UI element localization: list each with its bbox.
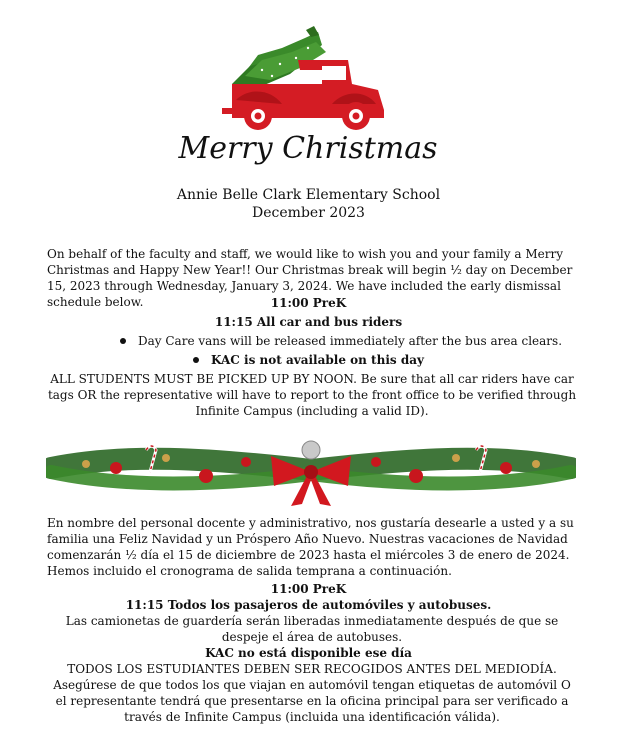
english-prek-time: 11:00 PreK (270, 296, 347, 310)
school-name: Annie Belle Clark Elementary School (176, 187, 441, 203)
spanish-kac: KAC no está disponible ese día (205, 646, 412, 660)
spanish-prek-time: 11:00 PreK (270, 582, 347, 596)
daycare-bullet-text: Day Care vans will be released immediately after the bus area clears. (138, 334, 563, 348)
english-car-bus-time: 11:15 All car and bus riders (214, 315, 403, 329)
daycare-bullet (120, 333, 580, 349)
bullet-icon (193, 357, 199, 363)
english-intro: On behalf of the faculty and staff, we would like to wish you and your family a Merry Christmas and Happy New Year!! Our Christmas break will begin ½ day on December 15, 2023 through Wednesday, January 3, 2024. We have included the early dismissal schedule below. (47, 247, 573, 309)
kac-bullet (0, 352, 617, 368)
page-header (0, 186, 617, 222)
kac-bullet-text: KAC is not available on this day (211, 353, 424, 367)
merry-christmas-truck-logo (0, 0, 617, 175)
spanish-intro: En nombre del personal docente y administrativo, nos gustaría desearle a usted y a su familia una Feliz Navidad y un Próspero Año Nuevo. Nuestras vacaciones de Navidad comenzarán ½ día el 15 de diciembre de 2023 hasta el miércoles 3 de enero de 2024. Hemos incluido el cronograma de salida temprana a continuación. (47, 516, 574, 578)
christmas-garland-icon (46, 428, 576, 510)
english-all-students: ALL STUDENTS MUST BE PICKED UP BY NOON. Be sure that all car riders have car tags OR the representative will have to report to the front office to be verified through Infinite Campus (including a valid ID). (47, 372, 577, 418)
bullet-icon (120, 338, 126, 344)
spanish-vans: Las camionetas de guardería serán liberadas inmediatamente después de que se despeje el área de autobuses. (65, 614, 559, 644)
spanish-all-students: TODOS LOS ESTUDIANTES DEBEN SER RECOGIDOS ANTES DEL MEDIODÍA. Asegúrese de que todos los que viajan en automóvil tengan etiquetas de automóvil O el representante tendrá que presentarse en la oficina principal para ser verificado a través de Infinite Campus (incluida una identificación válida). (53, 662, 571, 724)
christmas-tree-icon (232, 26, 326, 86)
merry-christmas-text: Merry Christmas (178, 131, 438, 166)
spanish-car-bus-time: 11:15 Todos los pasajeros de automóviles y autobuses. (125, 598, 492, 612)
header-date: December 2023 (252, 205, 365, 221)
